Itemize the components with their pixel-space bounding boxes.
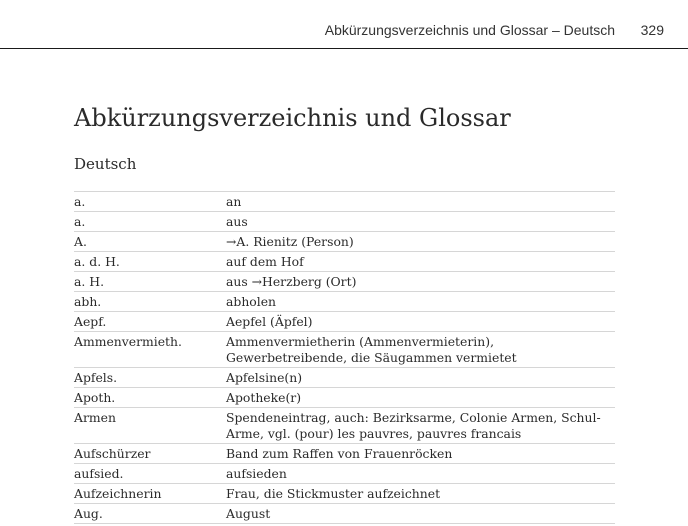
glossary-term: Apoth. [74, 390, 116, 405]
glossary-row [74, 232, 615, 252]
glossary-row [74, 484, 615, 504]
glossary-term: A. [74, 234, 87, 249]
glossary-definition: →A. Rienitz (Person) [226, 234, 354, 249]
glossary-row [74, 408, 615, 444]
glossary-definition: Aepfel (Äpfel) [226, 314, 313, 329]
glossary-definition: aus →Herzberg (Ort) [226, 274, 357, 289]
page-number: 329 [640, 22, 664, 38]
glossary-term: aufsied. [74, 466, 124, 481]
glossary-definition: auf dem Hof [226, 254, 304, 269]
glossary-row [74, 388, 615, 408]
running-header [0, 0, 688, 49]
glossary-term: Armen [74, 410, 116, 425]
section-title: Deutsch [74, 155, 137, 173]
glossary-row [74, 192, 615, 212]
glossary-term: a. [74, 214, 86, 229]
glossary-definition: Band zum Raffen von Frauenröcken [226, 446, 453, 461]
running-title: Abkürzungsverzeichnis und Glossar – Deutsch [324, 22, 615, 38]
glossary-definition: aufsieden [226, 466, 287, 481]
glossary-row [74, 272, 615, 292]
glossary-row [74, 212, 615, 232]
glossary-term: Aepf. [74, 314, 107, 329]
glossary-definition: abholen [226, 294, 277, 309]
glossary-term: Aug. [74, 506, 103, 521]
glossary-definition: Apfelsine(n) [226, 370, 303, 385]
glossary-term: Ammenvermieth. [74, 334, 182, 349]
glossary-definition: aus [226, 214, 248, 229]
glossary-definition: an [226, 194, 242, 209]
glossary-definition: Apotheke(r) [226, 390, 302, 405]
page-title: Abkürzungsverzeichnis und Glossar [74, 104, 511, 132]
glossary-term: abh. [74, 294, 102, 309]
glossary-definition: August [226, 506, 271, 521]
glossary-definition: Spendeneintrag, auch: Bezirksarme, Colonie Armen, Schul-Arme, vgl. (pour) les pauvres, pauvres francais [226, 410, 601, 441]
glossary-row [74, 252, 615, 272]
glossary-row [74, 444, 615, 464]
glossary-term: Aufzeichnerin [74, 486, 162, 501]
glossary-term: Apfels. [74, 370, 118, 385]
glossary-row [74, 292, 615, 312]
glossary-row [74, 464, 615, 484]
glossary-term: a. H. [74, 274, 105, 289]
glossary-term: a. [74, 194, 86, 209]
glossary-row [74, 332, 615, 368]
glossary-term: a. d. H. [74, 254, 120, 269]
glossary-term: Aufschürzer [74, 446, 151, 461]
glossary-row [74, 504, 615, 524]
glossary-row [74, 312, 615, 332]
glossary-definition: Frau, die Stickmuster aufzeichnet [226, 486, 441, 501]
glossary-row [74, 368, 615, 388]
glossary-table [74, 191, 615, 524]
glossary-definition: Ammenvermietherin (Ammenvermieterin), Gewerbetreibende, die Säugammen vermietet [226, 334, 517, 365]
